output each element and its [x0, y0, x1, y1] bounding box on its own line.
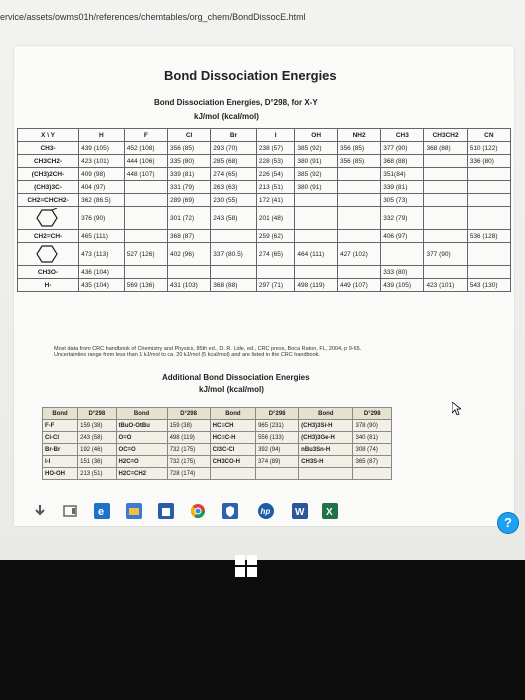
additional-cell: 728 (174) [167, 468, 210, 480]
additional-table [42, 407, 392, 480]
table-cell [467, 194, 510, 207]
additional-cell: 151 (36) [78, 456, 116, 468]
table-cell: 297 (71) [256, 279, 294, 292]
security-icon[interactable] [222, 503, 238, 519]
table-cell: 356 (85) [337, 155, 380, 168]
table-row [18, 266, 511, 279]
table-cell: 376 (90) [79, 207, 125, 230]
table-cell: 409 (98) [79, 168, 125, 181]
table-row [18, 207, 511, 230]
table-cell: 368 (88) [424, 142, 467, 155]
additional-column-header: D°298 [78, 408, 116, 420]
table-cell: 452 (108) [124, 142, 167, 155]
table-cell [256, 266, 294, 279]
additional-cell [210, 468, 255, 480]
additional-cell: H2C=O [116, 456, 167, 468]
additional-column-header: Bond [210, 408, 255, 420]
additional-cell: 732 (175) [167, 444, 210, 456]
additional-row [43, 468, 392, 480]
table-cell [424, 168, 467, 181]
column-header: F [124, 129, 167, 142]
table-cell: 527 (126) [124, 243, 167, 266]
table-subtitle: Bond Dissociation Energies, D°298, for X-Y [154, 98, 318, 107]
table-cell: 439 (105) [79, 142, 125, 155]
additional-cell: nBu3Sn-H [299, 444, 353, 456]
table-cell: 289 (69) [167, 194, 210, 207]
table-cell [424, 230, 467, 243]
additional-column-header: Bond [43, 408, 78, 420]
table-cell [467, 181, 510, 194]
table-cell [337, 168, 380, 181]
additional-cell: HC≡CH [210, 420, 255, 432]
column-header: Cl [167, 129, 210, 142]
page-title: Bond Dissociation Energies [164, 68, 337, 83]
table-cell [381, 243, 424, 266]
additional-cell: O=O [116, 432, 167, 444]
additional-row [43, 432, 392, 444]
table-cell: 274 (65) [256, 243, 294, 266]
table-row [18, 194, 511, 207]
table-cell: 427 (102) [337, 243, 380, 266]
additional-cell: Cl-Cl [43, 432, 78, 444]
additional-cell [256, 468, 299, 480]
table-cell: 201 (48) [256, 207, 294, 230]
additional-cell: 374 (89) [256, 456, 299, 468]
table-cell: 380 (91) [295, 155, 338, 168]
additional-cell: HC≡C-H [210, 432, 255, 444]
row-header: (CH3)3C- [18, 181, 79, 194]
additional-row [43, 420, 392, 432]
table-cell: 368 (88) [381, 155, 424, 168]
download-icon[interactable] [32, 503, 48, 519]
svg-text:W: W [295, 507, 305, 518]
table-cell: 332 (79) [381, 207, 424, 230]
table-cell: 356 (85) [167, 142, 210, 155]
row-header: H- [18, 279, 79, 292]
additional-row [43, 456, 392, 468]
table-cell: 336 (80) [467, 155, 510, 168]
table-cell [467, 168, 510, 181]
additional-cell: 340 (81) [353, 432, 392, 444]
svg-text:e: e [98, 506, 105, 518]
additional-cell: 192 (46) [78, 444, 116, 456]
table-cell: 449 (107) [337, 279, 380, 292]
table-cell: 385 (92) [295, 168, 338, 181]
bond-energy-table [17, 128, 511, 292]
additional-cell: CH3CO-H [210, 456, 255, 468]
additional-cell: 965 (231) [256, 420, 299, 432]
table-cell: 213 (51) [256, 181, 294, 194]
table-cell: 230 (55) [211, 194, 257, 207]
tablet-icon[interactable] [62, 503, 78, 519]
table-cell: 465 (111) [79, 230, 125, 243]
table-cell [295, 194, 338, 207]
table-cell: 305 (73) [381, 194, 424, 207]
table-cell: 333 (80) [381, 266, 424, 279]
additional-cell: 498 (119) [167, 432, 210, 444]
table-cell [424, 155, 467, 168]
row-header: (CH3)2CH- [18, 168, 79, 181]
additional-cell: 308 (74) [353, 444, 392, 456]
table-cell [124, 266, 167, 279]
table-cell [467, 266, 510, 279]
additional-cell: 243 (58) [78, 432, 116, 444]
table-cell [124, 181, 167, 194]
chrome-icon[interactable] [190, 503, 206, 519]
additional-cell: 159 (38) [78, 420, 116, 432]
table-cell: 368 (88) [211, 279, 257, 292]
source-note-line1: Most data from CRC handbook of Chemistry and Physics, 85th ed., D. R. Lide, ed., CRC press, Boca Raton, FL, 2004, p 9-65. [54, 346, 362, 352]
row-header: CH3- [18, 142, 79, 155]
additional-cell: 159 (38) [167, 420, 210, 432]
table-cell [124, 230, 167, 243]
table-cell [337, 181, 380, 194]
svg-text:hp: hp [260, 507, 271, 516]
source-note-line2: Uncertainties range from less than 1 kJ/mol to ca. 20 kJ/mol (5 kcal/mol) and are listed in the CRC handbook. [54, 352, 320, 358]
table-cell: 498 (119) [295, 279, 338, 292]
additional-cell: CH3S-H [299, 456, 353, 468]
table-cell: 431 (103) [167, 279, 210, 292]
word-icon[interactable] [292, 503, 308, 519]
additional-cell: 556 (133) [256, 432, 299, 444]
source-note [54, 346, 484, 358]
table-row [18, 168, 511, 181]
table-cell: 351(84) [381, 168, 424, 181]
table-cell: 339 (81) [381, 181, 424, 194]
store-icon[interactable] [158, 503, 174, 519]
column-header: CN [467, 129, 510, 142]
row-header [18, 207, 79, 230]
row-header: CH2=CH- [18, 230, 79, 243]
table-cell [211, 266, 257, 279]
cyclohexane-ring-icon [36, 244, 60, 264]
table-cell: 172 (41) [256, 194, 294, 207]
table-cell: 356 (85) [337, 142, 380, 155]
additional-column-header: D°298 [256, 408, 299, 420]
table-cell: 335 (80) [167, 155, 210, 168]
additional-cell: Cl3C-Cl [210, 444, 255, 456]
table-row [18, 181, 511, 194]
table-cell: 301 (72) [167, 207, 210, 230]
table-cell: 464 (111) [295, 243, 338, 266]
additional-cell: Br-Br [43, 444, 78, 456]
table-cell: 285 (68) [211, 155, 257, 168]
table-cell: 448 (107) [124, 168, 167, 181]
table-cell [467, 243, 510, 266]
additional-cell: tBuO-OtBu [116, 420, 167, 432]
svg-text:X: X [326, 507, 333, 518]
table-cell: 368 (87) [167, 230, 210, 243]
table-cell: 543 (130) [467, 279, 510, 292]
column-header: X \ Y [18, 129, 79, 142]
additional-cell [299, 468, 353, 480]
table-cell: 243 (58) [211, 207, 257, 230]
additional-cell: 213 (51) [78, 468, 116, 480]
table-cell [124, 207, 167, 230]
table-row [18, 230, 511, 243]
table-cell [424, 181, 467, 194]
table-cell: 436 (104) [79, 266, 125, 279]
table-cell [424, 266, 467, 279]
table-cell: 473 (113) [79, 243, 125, 266]
additional-title: Additional Bond Dissociation Energies [162, 373, 310, 382]
table-cell: 377 (90) [381, 142, 424, 155]
table-cell: 274 (65) [211, 168, 257, 181]
table-cell [467, 207, 510, 230]
table-cell: 228 (53) [256, 155, 294, 168]
address-bar-url[interactable]: ervice/assets/owms01h/references/chemtables/org_chem/BondDissocE.html [0, 12, 306, 22]
mouse-cursor-icon [452, 402, 461, 415]
additional-column-header: D°298 [167, 408, 210, 420]
table-cell [295, 230, 338, 243]
additional-cell: 378 (90) [353, 420, 392, 432]
additional-cell: F-F [43, 420, 78, 432]
additional-cell: I-I [43, 456, 78, 468]
row-header: CH2=CHCH2- [18, 194, 79, 207]
table-cell: 536 (128) [467, 230, 510, 243]
table-cell: 510 (122) [467, 142, 510, 155]
monitor-bezel [0, 560, 525, 700]
table-cell: 385 (92) [295, 142, 338, 155]
table-cell: 404 (97) [79, 181, 125, 194]
table-cell: 569 (136) [124, 279, 167, 292]
additional-cell: H2C=CH2 [116, 468, 167, 480]
additional-unit: kJ/mol (kcal/mol) [199, 385, 264, 394]
help-button[interactable]: ? [497, 512, 519, 534]
column-header: CH3CH2 [424, 129, 467, 142]
table-cell: 435 (104) [79, 279, 125, 292]
table-header-row [18, 129, 511, 142]
additional-column-header: D°298 [353, 408, 392, 420]
table-cell: 263 (63) [211, 181, 257, 194]
additional-cell: OC=O [116, 444, 167, 456]
table-row [18, 142, 511, 155]
row-header: CH3CH2- [18, 155, 79, 168]
table-row [18, 155, 511, 168]
column-header: H [79, 129, 125, 142]
column-header: Br [211, 129, 257, 142]
hp-icon[interactable] [258, 503, 274, 519]
table-cell: 444 (106) [124, 155, 167, 168]
table-cell [337, 194, 380, 207]
additional-column-header: Bond [299, 408, 353, 420]
row-header: CH3O- [18, 266, 79, 279]
table-cell: 423 (101) [79, 155, 125, 168]
additional-column-header: Bond [116, 408, 167, 420]
table-cell: 406 (97) [381, 230, 424, 243]
document-page [14, 46, 514, 526]
table-cell [424, 194, 467, 207]
additional-cell: 732 (175) [167, 456, 210, 468]
cyclohexane-ring-icon [36, 208, 60, 228]
column-header: CH3 [381, 129, 424, 142]
table-cell [337, 230, 380, 243]
table-cell: 377 (90) [424, 243, 467, 266]
additional-header-row [43, 408, 392, 420]
additional-row [43, 444, 392, 456]
table-cell: 362 (86.5) [79, 194, 125, 207]
table-cell: 293 (70) [211, 142, 257, 155]
table-row [18, 279, 511, 292]
table-cell: 380 (91) [295, 181, 338, 194]
additional-cell: 392 (94) [256, 444, 299, 456]
table-cell: 238 (57) [256, 142, 294, 155]
windows-logo-icon [235, 555, 257, 577]
additional-cell: (CH3)3Si-H [299, 420, 353, 432]
table-cell: 339 (81) [167, 168, 210, 181]
table-unit: kJ/mol (kcal/mol) [194, 112, 259, 121]
column-header: I [256, 129, 294, 142]
additional-cell: 365 (87) [353, 456, 392, 468]
table-cell: 226 (54) [256, 168, 294, 181]
table-cell [295, 266, 338, 279]
table-cell: 439 (105) [381, 279, 424, 292]
additional-cell: (CH3)3Ge-H [299, 432, 353, 444]
table-row [18, 243, 511, 266]
table-cell [337, 266, 380, 279]
file-explorer-icon[interactable] [126, 503, 142, 519]
table-cell [124, 194, 167, 207]
table-cell [424, 207, 467, 230]
row-header [18, 243, 79, 266]
table-cell: 259 (62) [256, 230, 294, 243]
table-cell: 402 (96) [167, 243, 210, 266]
table-cell: 337 (80.5) [211, 243, 257, 266]
table-cell: 331 (79) [167, 181, 210, 194]
table-cell [211, 230, 257, 243]
column-header: NH2 [337, 129, 380, 142]
table-cell [295, 207, 338, 230]
excel-icon[interactable] [322, 503, 338, 519]
column-header: OH [295, 129, 338, 142]
table-cell [337, 207, 380, 230]
additional-cell [353, 468, 392, 480]
additional-cell: HO-OH [43, 468, 78, 480]
table-cell [167, 266, 210, 279]
edge-browser-icon[interactable] [94, 503, 110, 519]
table-cell: 423 (101) [424, 279, 467, 292]
